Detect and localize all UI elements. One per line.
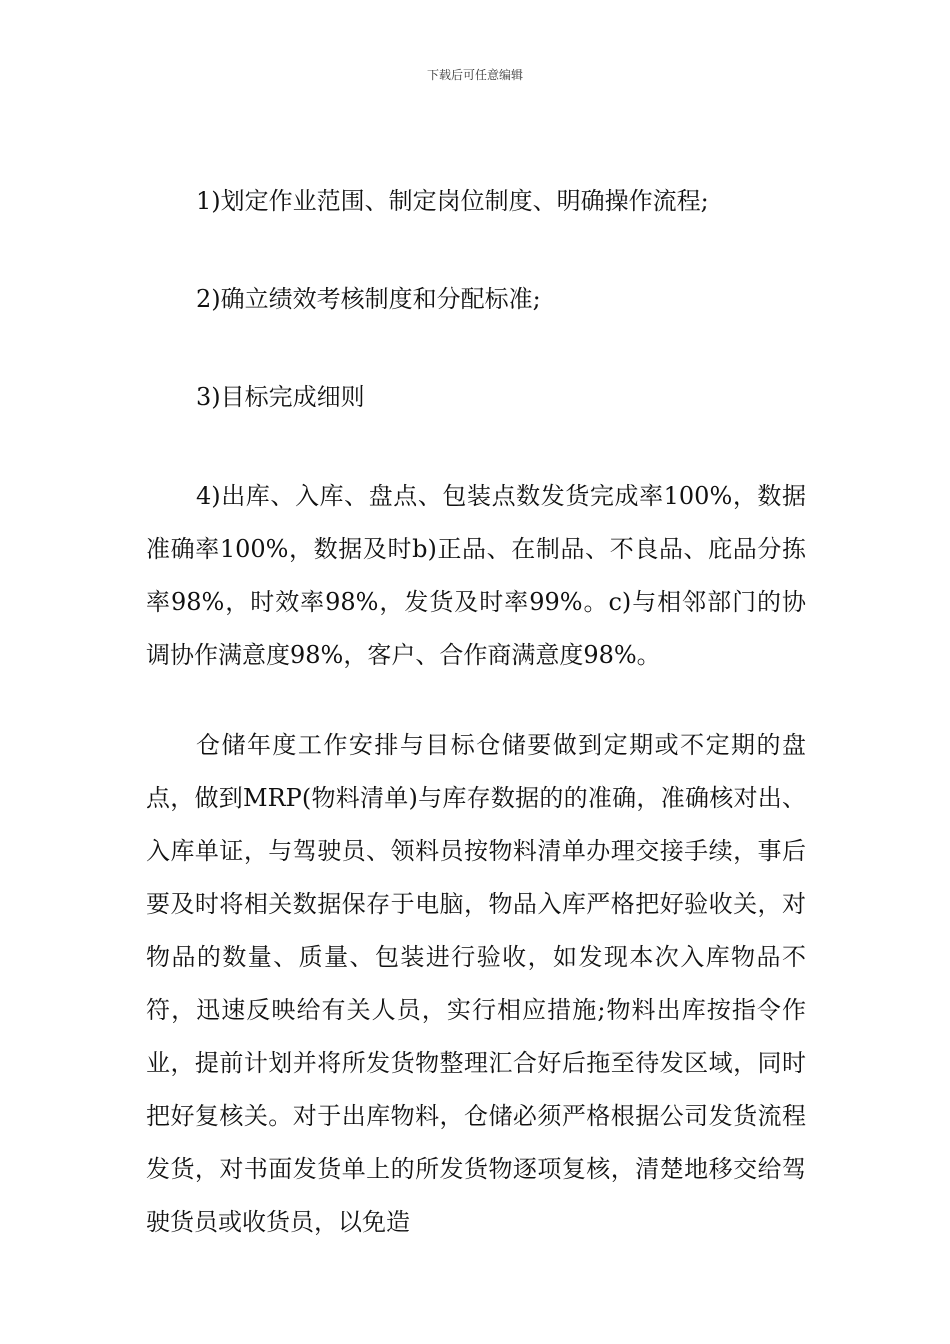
paragraph-item-2: 2)确立绩效考核制度和分配标准; (196, 285, 541, 313)
paragraph-body: 仓储年度工作安排与目标仓储要做到定期或不定期的盘点，做到MRP(物料清单)与库存数据的的准确，准确核对出、入库单证，与驾驶员、领料员按物料清单办理交接手续，事后要及时将相关数据保存于电脑，物品入库严格把好验收关，对物品的数量、质量、包装进行验收，如发现本次入库物品不符，迅速反映给有关人员，实行相应措施;物料出库按指令作业，提前计划并将所发货物整理汇合好后拖至待发区域，同时把好复核关。对于出库物料，仓储必须严格根据公司发货流程发货，对书面发货单上的所发货物逐项复核，清楚地移交给驾驶货员或收货员，以免造 (146, 731, 806, 1236)
page-header: 下载后可任意编辑 (426, 68, 523, 82)
paragraph-item-4: 4)出库、入库、盘点、包装点数发货完成率100%，数据准确率100%，数据及时b)正品、在制品、不良品、庇品分拣率98%，时效率98%，发货及时率99%。c)与相邻部门的协调协作满意度98%，客户、合作商满意度98%。 (146, 482, 806, 669)
paragraph-item-1: 1)划定作业范围、制定岗位制度、明确操作流程; (196, 187, 709, 215)
paragraph-item-3: 3)目标完成细则 (196, 383, 365, 411)
